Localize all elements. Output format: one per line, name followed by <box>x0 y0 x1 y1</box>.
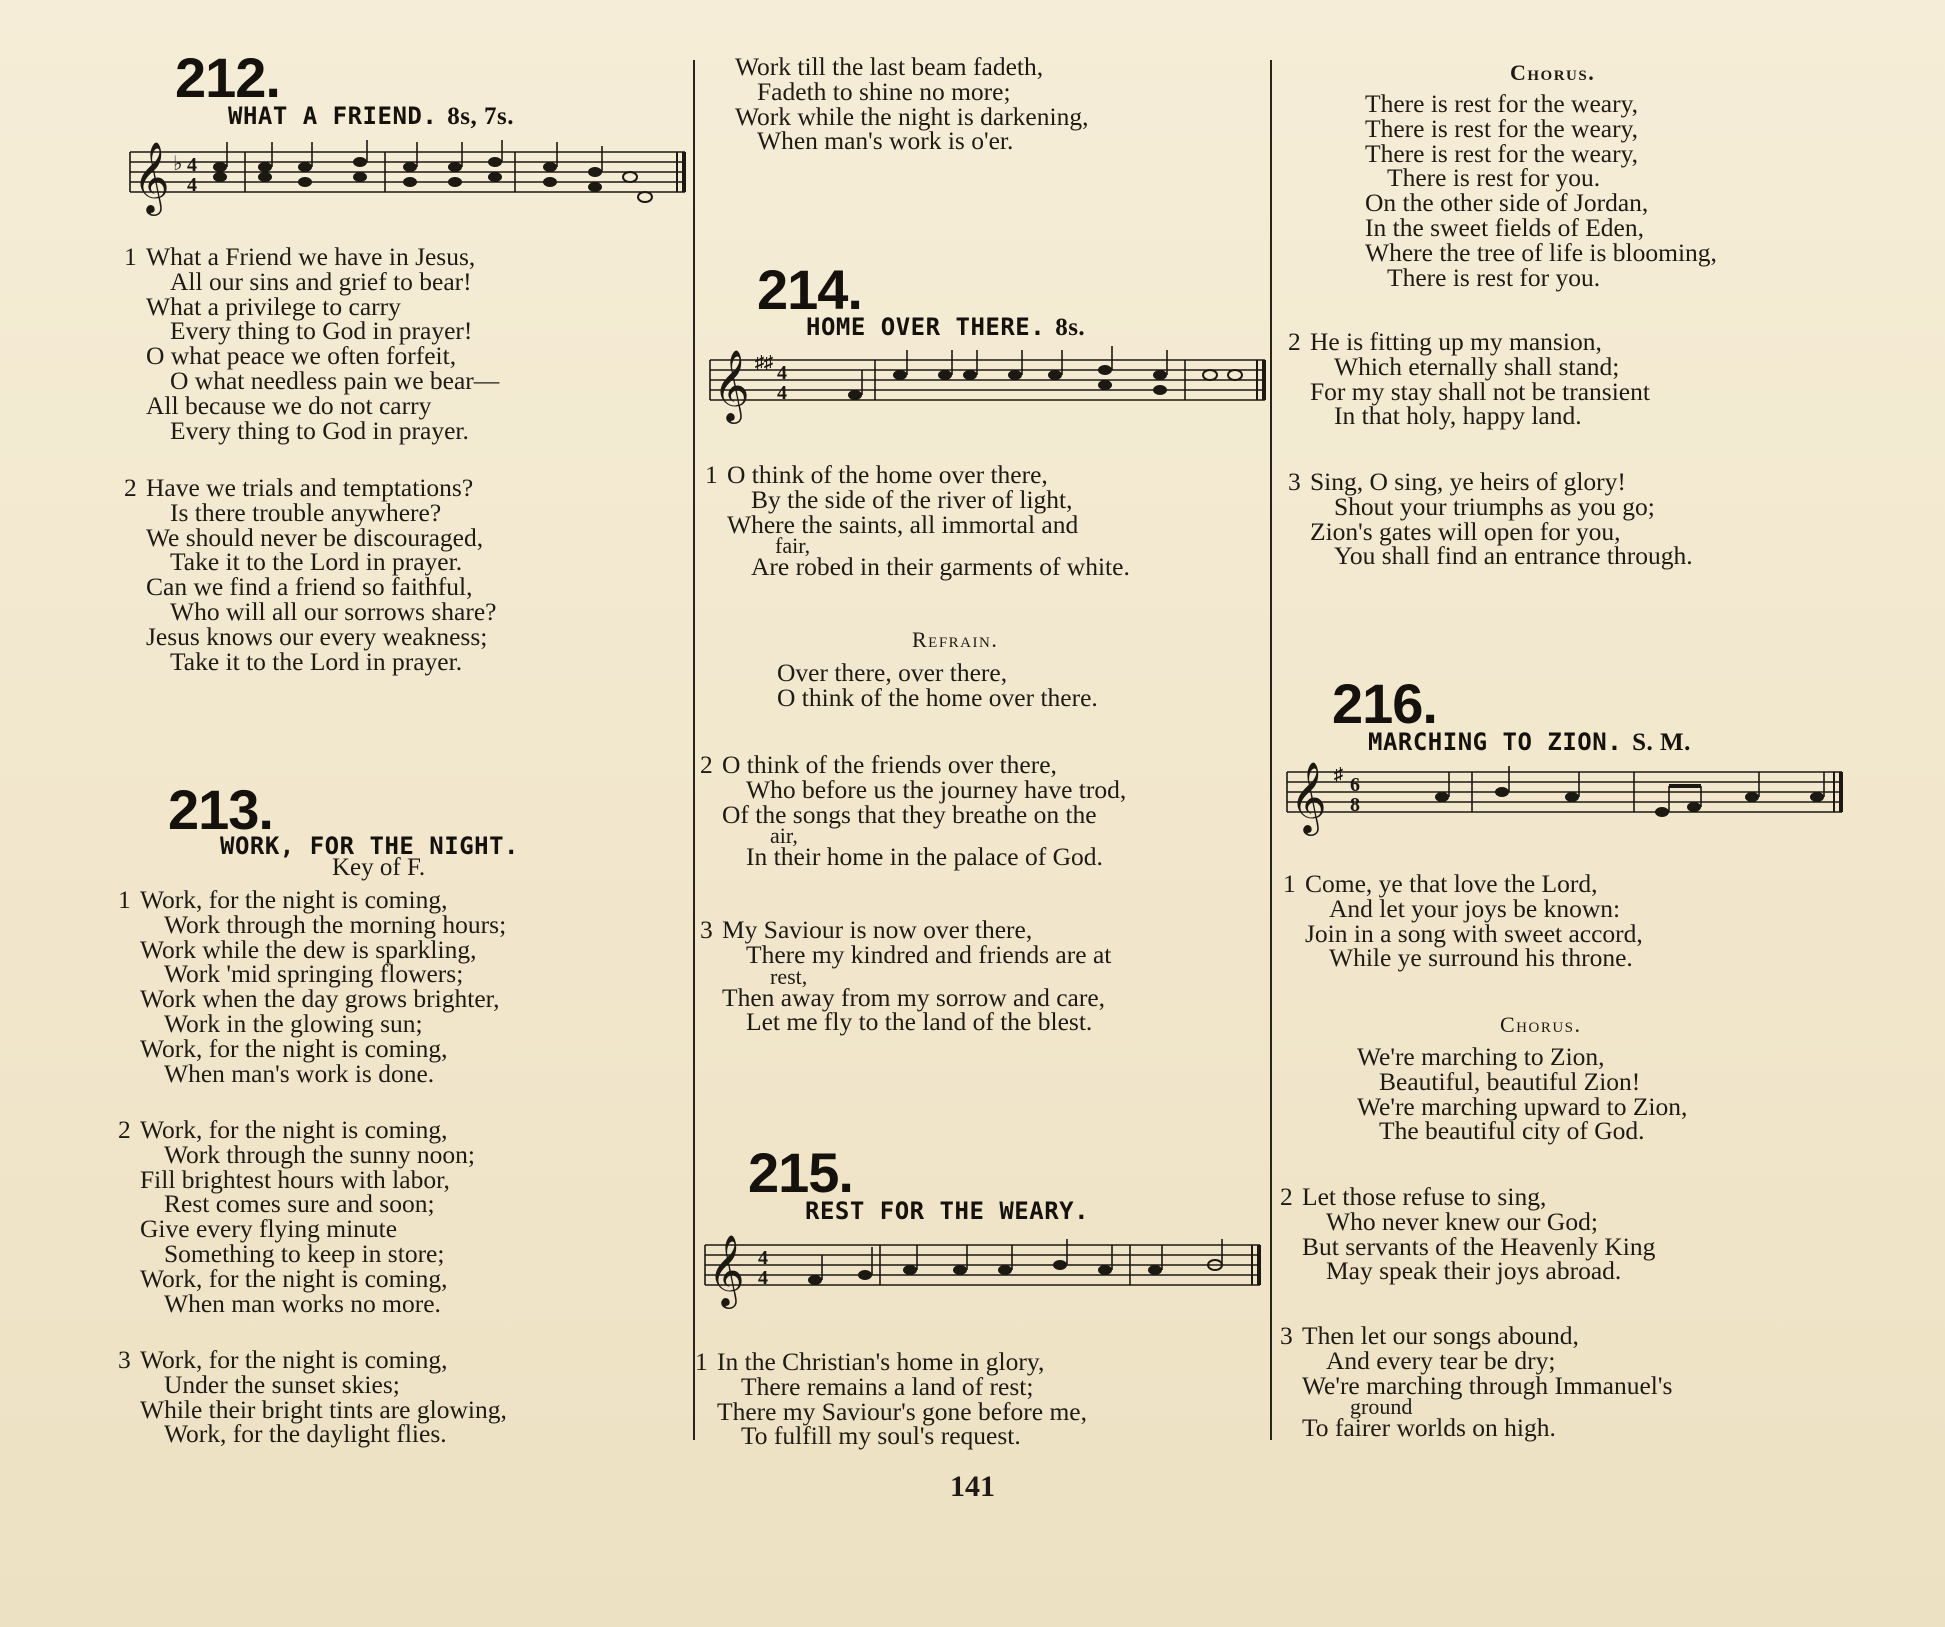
verse-line: Who never knew our God; <box>1326 1206 1598 1236</box>
hymn-216-chorus <box>1357 1042 1688 1146</box>
verse-line: My Saviour is now over there, <box>722 915 1033 944</box>
verse-line: In that holy, happy land. <box>1334 401 1582 431</box>
svg-text:♯♯: ♯♯ <box>755 352 773 372</box>
hymn-214 <box>757 258 862 321</box>
hymn-title-text: WHAT A FRIEND. <box>228 102 438 130</box>
hymn-214-verse-2 <box>700 750 1127 872</box>
verse-number: 2 <box>124 473 137 502</box>
verse-line: What a privilege to carry <box>146 291 401 321</box>
hymn-214-verse-3 <box>700 915 1112 1037</box>
svg-text:𝄞: 𝄞 <box>713 348 750 421</box>
svg-text:♭: ♭ <box>173 153 183 175</box>
verse-line: Work, for the night is coming, <box>140 1115 448 1144</box>
verse-line: Sing, O sing, ye heirs of glory! <box>1310 467 1626 496</box>
verse-line: We're marching to Zion, <box>1357 1042 1605 1071</box>
svg-text:8: 8 <box>1350 794 1360 816</box>
verse-number: 1 <box>118 885 131 914</box>
verse-line: Jesus knows our every weakness; <box>146 621 488 651</box>
column-rule-right <box>1270 60 1272 1440</box>
svg-text:4: 4 <box>777 382 787 404</box>
verse-line: In the sweet fields of Eden, <box>1365 212 1644 242</box>
verse-line: But servants of the Heavenly King <box>1302 1231 1656 1261</box>
hymn-title-text: MARCHING TO ZION. <box>1368 728 1623 756</box>
svg-text:6: 6 <box>1350 774 1360 796</box>
verse-line: While their bright tints are glowing, <box>140 1394 507 1424</box>
hymn-meter: 8s. <box>1055 314 1086 341</box>
verse-line: Who before us the journey have trod, <box>746 774 1127 804</box>
verse-line: He is fitting up my mansion, <box>1310 327 1602 356</box>
verse-line: There is rest for you. <box>1387 163 1601 193</box>
hymn-216-verse-2 <box>1280 1182 1656 1286</box>
hymn-212-verse-2 <box>124 473 497 676</box>
verse-line: Where the tree of life is blooming, <box>1365 237 1717 267</box>
hymn-number: 214. <box>757 258 862 321</box>
verse-line: Rest comes sure and soon; <box>164 1189 435 1219</box>
verse-number: 1 <box>705 460 718 489</box>
verse-line: O what peace we often forfeit, <box>146 341 457 371</box>
verse-number: 1 <box>124 242 137 271</box>
verse-line: Zion's gates will open for you, <box>1310 516 1621 546</box>
verse-line: And let your joys be known: <box>1329 893 1621 923</box>
svg-text:4: 4 <box>777 362 787 384</box>
svg-text:𝄞: 𝄞 <box>1290 760 1327 833</box>
verse-number: 2 <box>118 1115 131 1144</box>
verse-line: There is rest for the weary, <box>1365 113 1639 143</box>
hymn-number: 212. <box>175 46 280 109</box>
verse-line: There is rest for you. <box>1387 262 1601 292</box>
verse-line: Under the sunset skies; <box>164 1369 400 1399</box>
verse-line: The beautiful city of God. <box>1379 1116 1645 1146</box>
verse-line: What a Friend we have in Jesus, <box>146 242 476 271</box>
music-staff-215 <box>700 1225 1265 1315</box>
verse-line: Every thing to God in prayer! <box>170 316 473 346</box>
verse-line: There remains a land of rest; <box>741 1371 1034 1401</box>
hymn-number: 213. <box>168 778 273 841</box>
verse-line: Work 'mid springing flowers; <box>164 959 464 989</box>
verse-line: To fairer worlds on high. <box>1302 1413 1556 1443</box>
verse-number: 1 <box>695 1347 708 1376</box>
verse-number: 2 <box>700 750 713 779</box>
verse-line: Work while the night is darkening, <box>735 101 1089 131</box>
verse-line: Join in a song with sweet accord, <box>1305 918 1643 948</box>
verse-number: 3 <box>1288 467 1301 496</box>
hymn-212 <box>175 46 280 109</box>
svg-text:4: 4 <box>758 1267 768 1289</box>
hymn-216 <box>1332 672 1437 735</box>
verse-line: Something to keep in store; <box>164 1238 445 1268</box>
verse-line: Work, for the night is coming, <box>140 1263 448 1293</box>
hymn-214-verse-1 <box>705 460 1130 582</box>
verse-line: You shall find an entrance through. <box>1334 541 1693 571</box>
verse-line: Then away from my sorrow and care, <box>722 982 1106 1012</box>
verse-number: 2 <box>1280 1182 1293 1211</box>
verse-line: Is there trouble anywhere? <box>170 497 442 527</box>
hymn-215-verse-1 <box>695 1347 1087 1451</box>
verse-line: There is rest for the weary, <box>1365 89 1639 118</box>
hymn-216-verse-1 <box>1283 869 1643 973</box>
verse-line: Every thing to God in prayer. <box>170 415 469 445</box>
verse-number: 3 <box>118 1345 131 1374</box>
verse-line: Work through the sunny noon; <box>164 1139 476 1169</box>
verse-line: Then let our songs abound, <box>1302 1321 1579 1350</box>
verse-line: Shout your triumphs as you go; <box>1334 491 1655 521</box>
hymn-title <box>228 102 514 131</box>
verse-line: And every tear be dry; <box>1326 1345 1556 1375</box>
verse-number: 2 <box>1288 327 1301 356</box>
verse-line: When man works no more. <box>164 1288 441 1318</box>
verse-line: All our sins and grief to bear! <box>170 266 472 296</box>
verse-line: Are robed in their garments of white. <box>751 552 1130 582</box>
hymn-title: REST FOR THE WEARY. <box>805 1197 1090 1225</box>
hymn-title-text: HOME OVER THERE. <box>806 313 1046 341</box>
verse-line: Work while the dew is sparkling, <box>140 934 477 964</box>
verse-line: O what needless pain we bear— <box>170 365 500 395</box>
hymn-215-verse-2 <box>1288 327 1650 431</box>
verse-line: Work till the last beam fadeth, <box>735 52 1044 81</box>
verse-line: We're marching through Immanuel's <box>1302 1370 1673 1400</box>
verse-line: rest, <box>770 963 808 989</box>
verse-line: When man's work is o'er. <box>757 126 1014 156</box>
verse-line: For my stay shall not be transient <box>1310 376 1650 406</box>
verse-line: O think of the home over there. <box>777 682 1098 712</box>
verse-line: There my kindred and friends are at <box>746 939 1112 969</box>
verse-line: While ye surround his throne. <box>1329 943 1633 973</box>
verse-line: O think of the friends over there, <box>722 750 1057 779</box>
music-staff-214 <box>705 340 1270 430</box>
chorus-label: Chorus. <box>1500 1012 1582 1037</box>
verse-line: Work, for the night is coming, <box>140 1033 448 1063</box>
verse-line: On the other side of Jordan, <box>1365 188 1649 218</box>
hymn-meter: S. M. <box>1632 729 1691 756</box>
verse-line: There is rest for the weary, <box>1365 138 1639 168</box>
verse-line: air, <box>770 823 798 849</box>
svg-text:♯: ♯ <box>1334 764 1343 784</box>
verse-line: Beautiful, beautiful Zion! <box>1379 1066 1641 1096</box>
hymn-number: 215. <box>748 1141 853 1204</box>
verse-line: Let those refuse to sing, <box>1302 1182 1547 1211</box>
hymn-216-verse-3 <box>1280 1321 1673 1443</box>
verse-line: Work through the morning hours; <box>164 909 507 939</box>
hymn-title <box>806 313 1085 342</box>
hymn-number: 216. <box>1332 672 1437 735</box>
hymn-215-chorus <box>1365 89 1717 292</box>
svg-text:4: 4 <box>187 154 197 176</box>
hymn-213-continuation <box>735 52 1089 156</box>
verse-line: Of the songs that they breathe on the <box>722 799 1097 829</box>
verse-line: By the side of the river of light, <box>751 484 1073 514</box>
svg-text:𝄞: 𝄞 <box>133 140 170 213</box>
verse-line: Fadeth to shine no more; <box>757 76 1011 106</box>
verse-line: Take it to the Lord in prayer. <box>170 646 463 676</box>
verse-line: In their home in the palace of God. <box>746 842 1103 872</box>
verse-line: Let me fly to the land of the blest. <box>746 1007 1093 1037</box>
column-rule-left <box>693 60 695 1440</box>
verse-line: Who will all our sorrows share? <box>170 596 497 626</box>
verse-line: Work, for the daylight flies. <box>164 1419 447 1449</box>
hymn-215-verse-3 <box>1288 467 1693 571</box>
verse-line: Give every flying minute <box>140 1214 398 1244</box>
chorus-label: Chorus. <box>1510 60 1596 85</box>
hymn-214-refrain <box>777 658 1098 712</box>
svg-text:𝄞: 𝄞 <box>708 1233 745 1306</box>
verse-line: May speak their joys abroad. <box>1326 1256 1622 1286</box>
verse-number: 3 <box>700 915 713 944</box>
verse-line: Work, for the night is coming, <box>140 1345 448 1374</box>
hymn-215 <box>748 1141 853 1204</box>
music-staff-216 <box>1282 752 1847 842</box>
verse-number: 3 <box>1280 1321 1293 1350</box>
verse-line: Come, ye that love the Lord, <box>1305 869 1598 898</box>
verse-line: Where the saints, all immortal and <box>727 509 1079 539</box>
verse-line: Can we find a friend so faithful, <box>146 572 473 602</box>
verse-line: Over there, over there, <box>777 658 1008 687</box>
hymn-213-verse-1 <box>118 885 507 1088</box>
music-staff-212 <box>125 140 690 220</box>
verse-line: In the Christian's home in glory, <box>717 1347 1045 1376</box>
refrain-label: Refrain. <box>912 627 999 652</box>
verse-line: Work, for the night is coming, <box>140 885 448 914</box>
verse-number: 1 <box>1283 869 1296 898</box>
verse-line: Work in the glowing sun; <box>164 1008 423 1038</box>
verse-line: Work when the day grows brighter, <box>140 984 500 1014</box>
verse-line: Fill brightest hours with labor, <box>140 1164 450 1194</box>
verse-line: We're marching upward to Zion, <box>1357 1091 1688 1121</box>
verse-line: Take it to the Lord in prayer. <box>170 547 463 577</box>
verse-line: We should never be discouraged, <box>146 522 484 552</box>
hymn-213-verse-2 <box>118 1115 476 1318</box>
verse-line: ground <box>1350 1394 1413 1420</box>
verse-line: fair, <box>775 533 811 559</box>
verse-line: All because we do not carry <box>146 390 432 420</box>
verse-line: Which eternally shall stand; <box>1334 351 1620 381</box>
page-number: 141 <box>950 1470 995 1503</box>
svg-text:4: 4 <box>758 1247 768 1269</box>
hymn-title: WORK, FOR THE NIGHT. <box>220 832 519 860</box>
hymn-213 <box>168 778 273 841</box>
hymn-meter: 8s, 7s. <box>447 103 515 130</box>
hymn-key: Key of F. <box>332 854 426 881</box>
hymn-213-verse-3 <box>118 1345 507 1449</box>
verse-line: When man's work is done. <box>164 1058 435 1088</box>
verse-line: There my Saviour's gone before me, <box>717 1396 1087 1426</box>
verse-line: O think of the home over there, <box>727 460 1048 489</box>
hymn-212-verse-1 <box>124 242 500 445</box>
svg-text:4: 4 <box>187 174 197 196</box>
verse-line: Have we trials and temptations? <box>146 473 474 502</box>
verse-line: To fulfill my soul's request. <box>741 1421 1021 1451</box>
